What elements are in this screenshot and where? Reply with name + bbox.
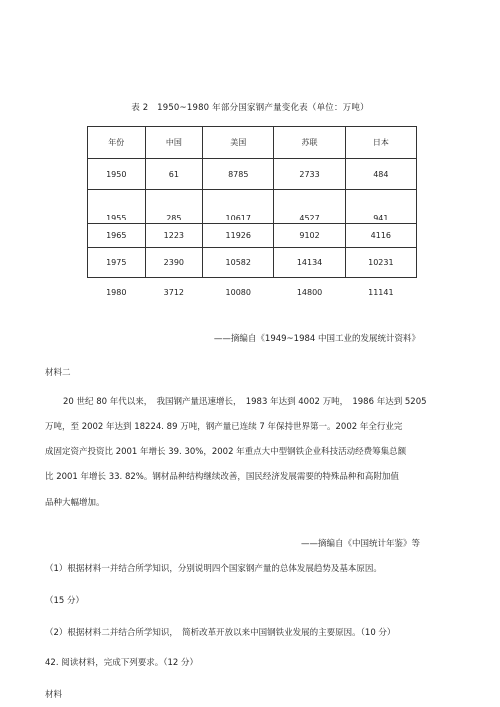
- table-row: [88, 190, 417, 224]
- paragraph-line: 万吨，至 2002 年达到 18224. 89 万吨，钢产量已连续 7 年保持世界第一。2002 年全行业完: [45, 422, 403, 432]
- table-cell: [345, 190, 416, 224]
- table-cell: [203, 190, 274, 224]
- table-cell: 4116: [345, 224, 416, 248]
- table-cell: 1223: [145, 224, 203, 248]
- section-heading: 材料二: [45, 368, 71, 378]
- table-cell: [88, 190, 146, 224]
- table-cell-text: 4527: [299, 214, 320, 220]
- table-cell: 11141: [368, 288, 394, 297]
- table-cell: 1965: [88, 224, 146, 248]
- question-1: （1）根据材料一并结合所学知识，分别说明四个国家钢产量的总体发展趋势及基本原因。: [45, 564, 382, 574]
- table-row: [88, 248, 417, 278]
- table-cell: 10080: [225, 288, 251, 297]
- question-1-score: （15 分）: [45, 596, 85, 606]
- steel-output-table: [87, 126, 417, 307]
- table-cell: 1975: [88, 248, 146, 278]
- question-2: （2）根据材料二并结合所学知识， 简析改革开放以来中国钢铁业发展的主要原因。（10 分）: [45, 628, 396, 638]
- table-cell: 9102: [274, 224, 345, 248]
- table-cell: 2390: [145, 248, 203, 278]
- table-row: [88, 224, 417, 248]
- header-cell: 苏联: [274, 127, 345, 159]
- table-cell: 8785: [203, 159, 274, 190]
- table-cell: 11926: [203, 224, 274, 248]
- table-cell: [274, 190, 345, 224]
- table-cell: 10582: [203, 248, 274, 278]
- paragraph-line: 20 世纪 80 年代以来， 我国钢产量迅速增长， 1983 年达到 4002 万吨， 1986 年达到 5205: [63, 397, 427, 407]
- table-row: [88, 278, 417, 308]
- paragraph-line: 比 2001 年增长 33. 82%。钢材品种结构继续改善，国民经济发展需要的特殊品种和高附加值: [45, 472, 399, 482]
- header-cell: 美国: [203, 127, 274, 159]
- table-cell: 2733: [274, 159, 345, 190]
- table-cell: [145, 190, 203, 224]
- table-caption: 表 2 1950~1980 年部分国家钢产量变化表（单位：万吨）: [131, 103, 369, 113]
- paragraph-line: 品种大幅增加。: [45, 498, 105, 508]
- table-cell-text: 1955: [106, 214, 127, 220]
- section-heading: 材料: [45, 690, 63, 700]
- header-cell: 日本: [345, 127, 416, 159]
- table-cell: 10231: [345, 248, 416, 278]
- paragraph-line: 成固定资产投资比 2001 年增长 39. 30%，2002 年重点大中型钢铁企业科技活动经费筹集总额: [45, 447, 407, 457]
- table-cell-text: 285: [166, 214, 182, 220]
- table-cell: 1950: [88, 159, 146, 190]
- table-cell: 14134: [274, 248, 345, 278]
- table-cell: 1980: [106, 288, 127, 297]
- table-source: ——摘编自《1949~1984 中国工业的发展统计资料》: [213, 334, 420, 344]
- table-row: [88, 159, 417, 190]
- question-42: 42. 阅读材料，完成下列要求。（12 分）: [45, 658, 198, 668]
- table-cell-text: 941: [373, 214, 389, 220]
- table-header-row: [88, 127, 417, 159]
- table-cell: 14800: [296, 288, 323, 297]
- table-cell: 484: [345, 159, 416, 190]
- header-cell: 年份: [88, 127, 146, 159]
- table-cell: 3712: [163, 288, 185, 297]
- material-source: ——摘编自《中国统计年鉴》等: [300, 539, 420, 549]
- table-cell-text: 10617: [225, 214, 251, 220]
- table-cell: 61: [145, 159, 203, 190]
- header-cell: 中国: [145, 127, 203, 159]
